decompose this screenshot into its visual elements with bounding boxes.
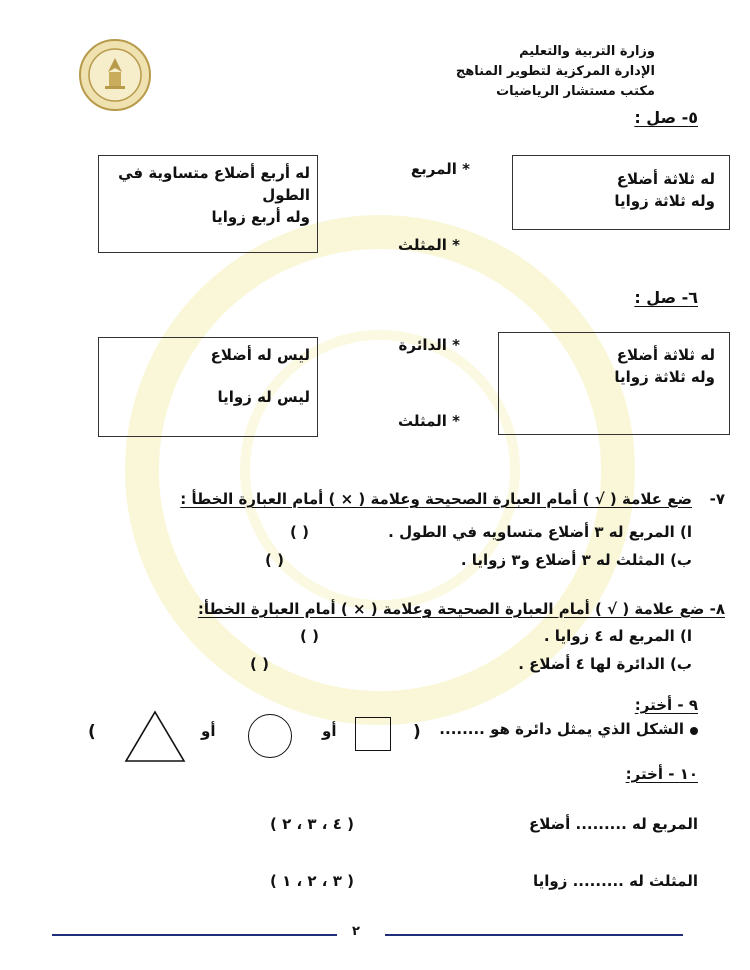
q10-row1-choices[interactable]: ( ٤ ، ٣ ، ٢ ) (270, 815, 354, 833)
q10-row1-prompt: المربع له ......... أضلاع (529, 815, 698, 833)
q9-close-paren: ) (88, 722, 96, 742)
q5-left-line3: وله أربع زوايا (211, 208, 310, 226)
q6-right-box-text (500, 344, 715, 388)
q6-left-box-text (100, 344, 310, 408)
ministry-seal-icon (78, 38, 152, 112)
q9-open-paren: ( (413, 722, 421, 742)
q9-prompt: الشكل الذي يمثل دائرة هو ........ (439, 720, 684, 738)
q5-right-line2: وله ثلاثة زوايا (614, 192, 715, 210)
q6-right-line2: وله ثلاثة زوايا (614, 368, 715, 386)
bullet-icon (690, 727, 698, 735)
circle-shape-option[interactable] (248, 714, 292, 758)
q6-left-line2: ليس له زوايا (217, 388, 310, 406)
q10-row2-choices[interactable]: ( ٣ ، ٢ ، ١ ) (270, 872, 354, 890)
q5-title: ٥- صل : (634, 108, 698, 127)
q6-item-triangle: * المثلث (397, 412, 460, 430)
header-department: الإدارة المركزية لتطوير المناهج (455, 64, 655, 79)
q5-left-line1: له أربع أضلاع متساوية في (118, 164, 310, 182)
q6-item-circle: * الدائرة (398, 336, 460, 354)
q9-or-1: أو (322, 722, 337, 740)
q10-row2-prompt: المثلث له ......... زوايا (533, 872, 698, 890)
page-number: ٢ (352, 924, 360, 939)
q5-left-line2: الطول (262, 186, 310, 204)
q6-title: ٦- صل : (634, 288, 698, 307)
q10-title: ١٠ - أختر: (625, 765, 698, 783)
q7-number: ٧- (709, 490, 725, 508)
q7-item-b: ب) المثلث له ٣ أضلاع و٣ زوايا . (460, 551, 692, 569)
q5-right-box-text (515, 168, 715, 212)
q6-right-line1: له ثلاثة أضلاع (616, 346, 715, 364)
q8-item-a: ا) المربع له ٤ زوايا . (543, 627, 692, 645)
q9-or-2: أو (201, 722, 216, 740)
q9-title: ٩ - أختر: (634, 696, 698, 714)
q5-item-triangle: * المثلث (397, 236, 460, 254)
q7-item-a: ا) المربع له ٣ أضلاع متساويه في الطول . (388, 523, 692, 541)
footer-line-left (52, 934, 337, 936)
q8-item-b-bracket[interactable]: ( ) (250, 655, 269, 673)
square-shape-option[interactable] (355, 717, 391, 751)
q5-left-box-text (100, 162, 310, 228)
q5-item-square: * المربع (410, 160, 470, 178)
header-office: مكتب مستشار الرياضيات (496, 84, 655, 99)
footer-line-right (385, 934, 683, 936)
q7-item-b-bracket[interactable]: ( ) (265, 551, 284, 569)
q8-item-b: ب) الدائرة لها ٤ أضلاع . (518, 655, 692, 673)
header-ministry: وزارة التربية والتعليم (519, 44, 655, 59)
q8-item-a-bracket[interactable]: ( ) (300, 627, 319, 645)
q7-item-a-bracket[interactable]: ( ) (290, 523, 309, 541)
q5-right-line1: له ثلاثة أضلاع (616, 170, 715, 188)
q6-left-line1: ليس له أضلاع (210, 346, 310, 364)
triangle-shape-option[interactable] (123, 709, 187, 764)
q8-title: ٨- ضع علامة ( √ ) أمام العبارة الصحيحة وعلامة ( × ) أمام العبارة الخطأ: (197, 600, 725, 618)
q7-title: ضع علامة ( √ ) أمام العبارة الصحيحة وعلامة ( × ) أمام العبارة الخطأ : (180, 490, 692, 508)
